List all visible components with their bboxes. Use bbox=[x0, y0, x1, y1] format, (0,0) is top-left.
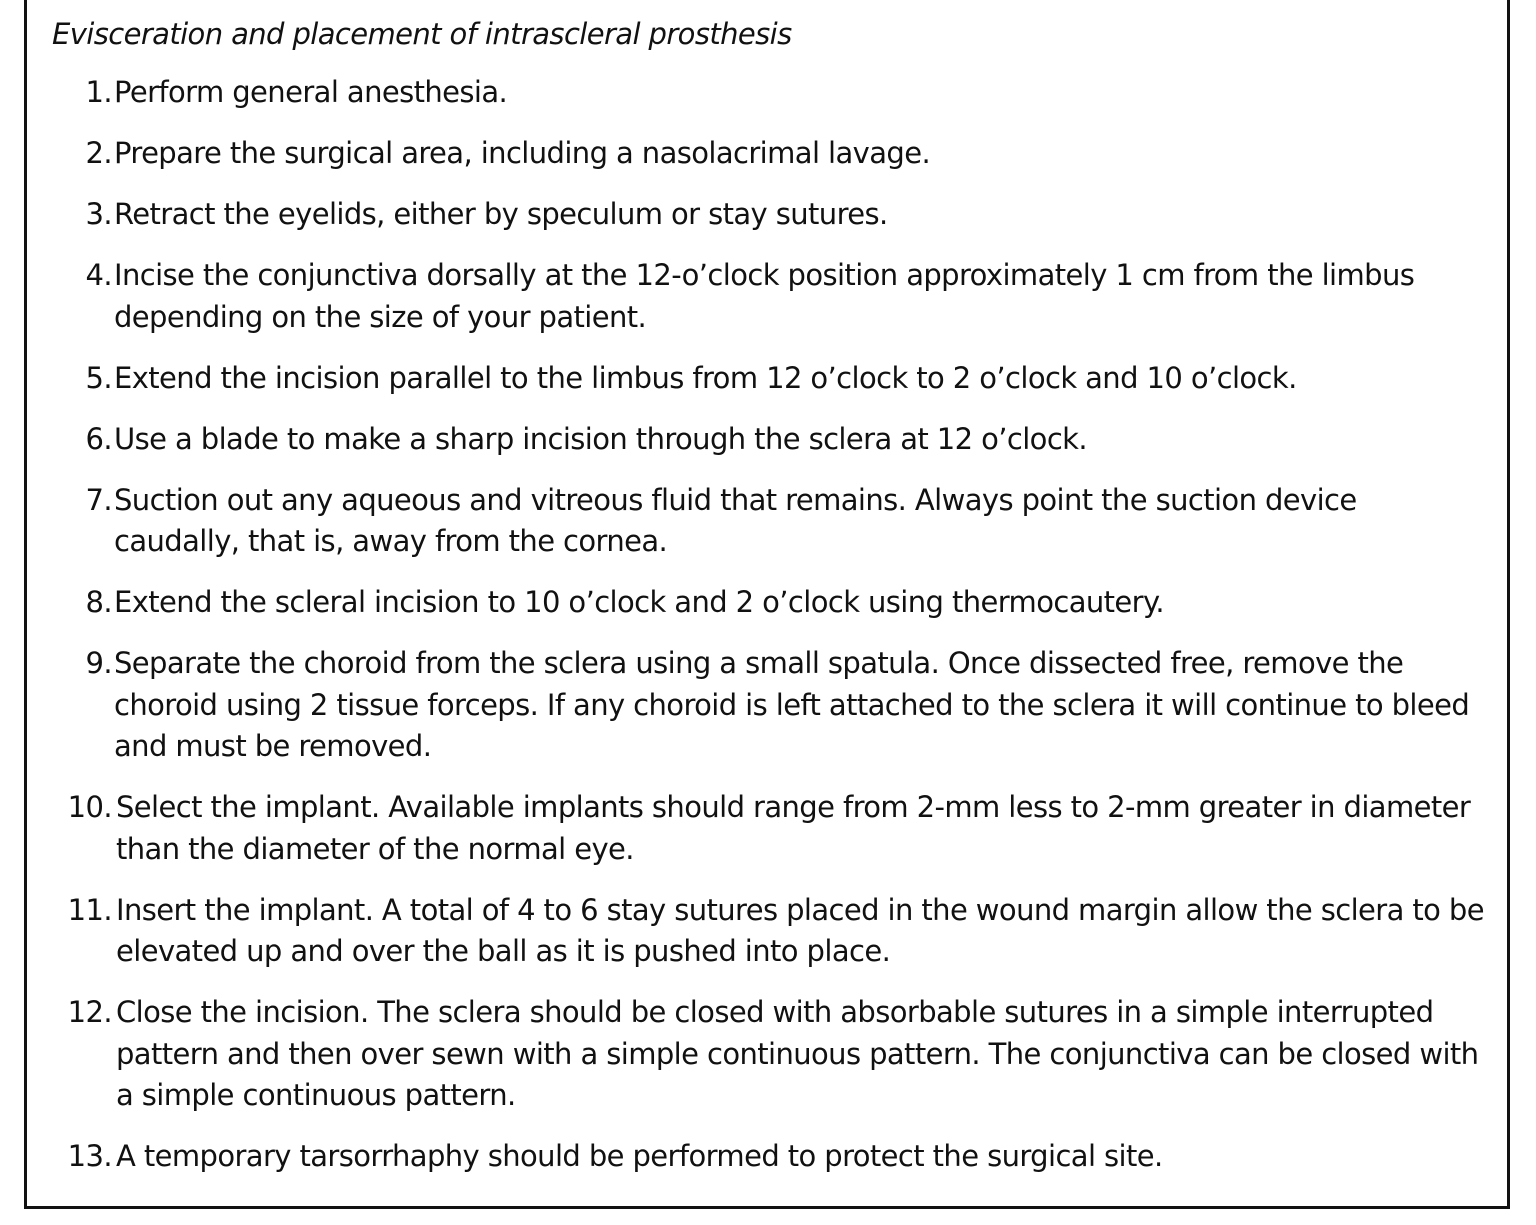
step-item bbox=[50, 992, 1490, 1117]
step-text: Separate the choroid from the sclera using a small spatula. Once dissected free, remove the choroid using 2 tissue forceps. If any choroid is left attached to the sclera it will continue to bleed and must be removed. bbox=[114, 646, 1470, 763]
step-number bbox=[50, 72, 112, 114]
step-number bbox=[50, 1136, 112, 1178]
step-item bbox=[50, 358, 1490, 400]
step-text: Perform general anesthesia. bbox=[114, 75, 508, 109]
step-text: Insert the implant. A total of 4 to 6 stay sutures placed in the wound margin allow the sclera to be elevated up and over the ball as it is pushed into place. bbox=[116, 892, 1484, 968]
step-number bbox=[50, 255, 112, 297]
procedure-title: Evisceration and placement of intrascleral prosthesis bbox=[52, 17, 792, 51]
step-item bbox=[50, 1136, 1490, 1178]
procedure-steps-list bbox=[50, 72, 1490, 1197]
step-number-label: 6. bbox=[85, 421, 112, 456]
step-number bbox=[50, 787, 112, 829]
step-number-label: 2. bbox=[85, 136, 112, 170]
step-item bbox=[50, 72, 1490, 114]
step-number bbox=[50, 419, 112, 461]
step-text: A temporary tarsorrhaphy should be performed to protect the surgical site. bbox=[116, 1139, 1163, 1173]
step-item bbox=[50, 890, 1490, 973]
step-number bbox=[50, 358, 112, 400]
step-item bbox=[50, 787, 1490, 870]
step-number-label: 10. bbox=[67, 790, 112, 824]
step-number-label: 1. bbox=[85, 75, 112, 109]
step-number bbox=[50, 480, 112, 522]
step-text: Incise the conjunctiva dorsally at the 12-o’clock position approximately 1 cm from the limbus depending on the size of your patient. bbox=[114, 258, 1415, 334]
step-number-label: 11. bbox=[67, 892, 112, 927]
step-number bbox=[50, 643, 112, 685]
step-number bbox=[50, 992, 112, 1034]
step-text: Retract the eyelids, either by speculum or stay sutures. bbox=[114, 197, 888, 231]
step-number-label: 7. bbox=[85, 482, 112, 517]
step-item bbox=[50, 255, 1490, 338]
step-number bbox=[50, 582, 112, 624]
step-text: Select the implant. Available implants should range from 2-mm less to 2-mm greater in diameter than the diameter of the normal eye. bbox=[116, 790, 1471, 866]
step-number-label: 8. bbox=[85, 585, 112, 619]
step-number bbox=[50, 133, 112, 175]
step-number-label: 4. bbox=[85, 258, 112, 292]
step-number bbox=[50, 194, 112, 236]
step-number-label: 9. bbox=[85, 646, 112, 680]
step-number-label: 3. bbox=[85, 197, 112, 231]
step-item bbox=[50, 419, 1490, 461]
step-number-label: 12. bbox=[67, 995, 112, 1029]
step-text: Extend the incision parallel to the limbus from 12 o’clock to 2 o’clock and 10 o’clock. bbox=[114, 360, 1297, 395]
step-text: Use a blade to make a sharp incision through the sclera at 12 o’clock. bbox=[114, 421, 1087, 456]
step-number-label: 5. bbox=[85, 360, 112, 395]
step-number bbox=[50, 890, 112, 932]
step-item bbox=[50, 480, 1490, 563]
step-item bbox=[50, 133, 1490, 175]
step-item bbox=[50, 194, 1490, 236]
step-text: Extend the scleral incision to 10 o’clock and 2 o’clock using thermocautery. bbox=[114, 585, 1165, 619]
step-text: Close the incision. The sclera should be closed with absorbable sutures in a simple interrupted pattern and then over sewn with a simple continuous pattern. The conjunctiva can be closed with a simple continuous pattern. bbox=[116, 995, 1479, 1112]
step-text: Suction out any aqueous and vitreous fluid that remains. Always point the suction device caudally, that is, away from the cornea. bbox=[114, 482, 1357, 558]
step-text: Prepare the surgical area, including a nasolacrimal lavage. bbox=[114, 136, 931, 170]
step-item bbox=[50, 582, 1490, 624]
step-number-label: 13. bbox=[67, 1139, 112, 1173]
step-item bbox=[50, 643, 1490, 768]
